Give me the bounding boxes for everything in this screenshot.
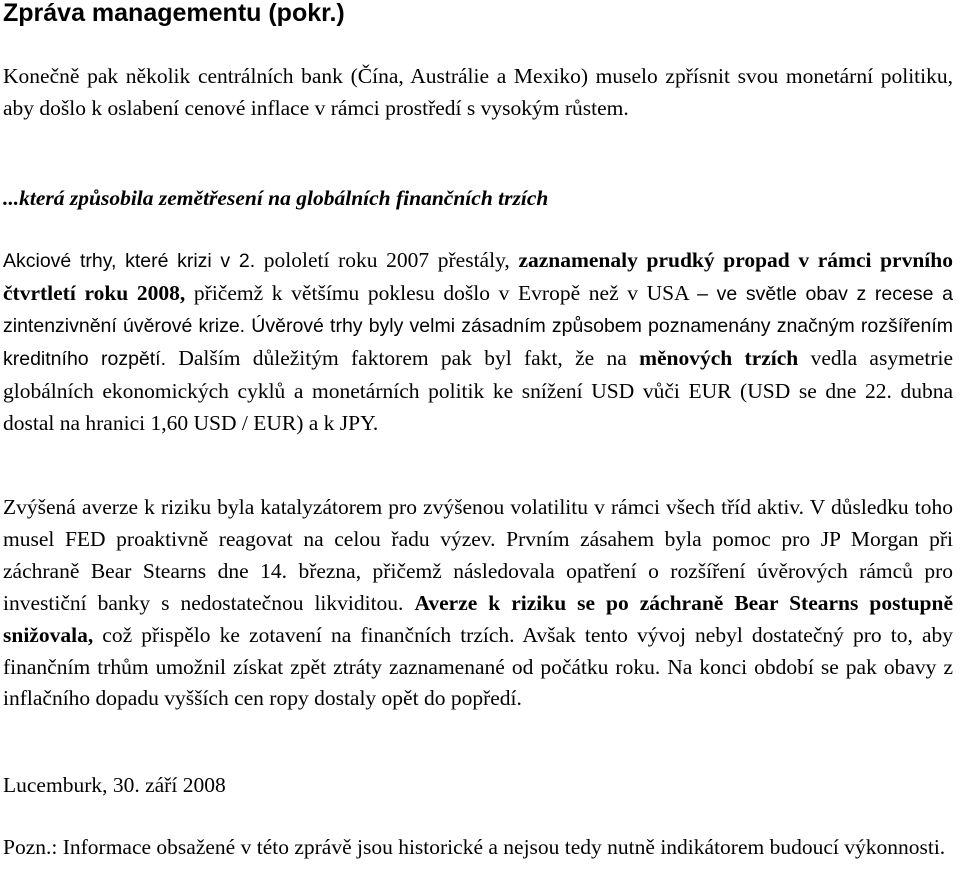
page-title: Zpráva managementu (pokr.) (3, 0, 345, 27)
market-text-i: vedla asymetrie globálních ekonomických cyklů a monetárních politik ke snížení USD vůči EUR (USD se dne 22. dubna dostal na hranici 1,60 USD / EUR) a k JPY. (3, 345, 953, 435)
place-date: Lucemburk, 30. září 2008 (3, 773, 226, 797)
disclaimer-note: Pozn.: Informace obsažené v této zprávě jsou historické a nejsou tedy nutně indikátorem budoucí výkonnosti. (3, 835, 946, 859)
risk-paragraph (3, 492, 953, 715)
market-text-d: přičemž k většímu poklesu došlo v Evropě než v USA (185, 280, 698, 305)
market-text-a: Akciové trhy, které krizi v 2. (3, 250, 264, 272)
market-text-bold-c: zaznamenaly prudký propad v rámci prvního čtvrtletí roku 2008, (3, 248, 953, 305)
market-paragraph (3, 245, 953, 439)
risk-text-a: Zvýšená averze k riziku byla katalyzátorem pro zvýšenou volatilitu v rámci všech tříd aktiv. V důsledku toho musel FED proaktivně reagovat na celou řadu výzev. Prvním zásahem byla pomoc pro JP Morgan při záchraně Bear Stearns dne 14. března, přičemž následovala opatření o rozšíření úvěrových rámců pro investiční banky s nedostatečnou likviditou. (3, 495, 953, 615)
intro-paragraph: Konečně pak několik centrálních bank (Čína, Austrálie a Mexiko) muselo zpřísnit svou monetární politiku, aby došlo k oslabení cenové inflace v rámci prostředí s vysokým růstem. (3, 64, 953, 120)
market-text-bold-h: měnových trzích (639, 345, 799, 370)
risk-text-c: což přispělo ke zotavení na finančních trzích. Avšak tento vývoj nebyl dostatečný pro to, aby finančním trhům umožnil získat zpět ztráty zaznamenané od počátku roku. Na konci období se pak obavy z inflačního dopadu vyšších cen ropy dostaly opět do popředí. (3, 622, 953, 711)
market-text-b: pololetí roku 2007 přestály, (263, 248, 519, 272)
market-text-g: Dalším důležitým faktorem pak byl fakt, že na (166, 345, 640, 370)
market-text-f: Úvěrové trhy byly velmi zásadním způsobem poznamenány značným rozšířením kreditního rozpětí. (3, 314, 953, 370)
section-subheading: ...která způsobila zemětřesení na globálních finančních trzích (3, 186, 549, 210)
market-text-e: – ve světle obav z recese a zintenzivnění úvěrové krize. (3, 282, 953, 337)
risk-text-bold-b: Averze k riziku se po záchraně Bear Stearns postupně snižovala, (3, 590, 954, 647)
